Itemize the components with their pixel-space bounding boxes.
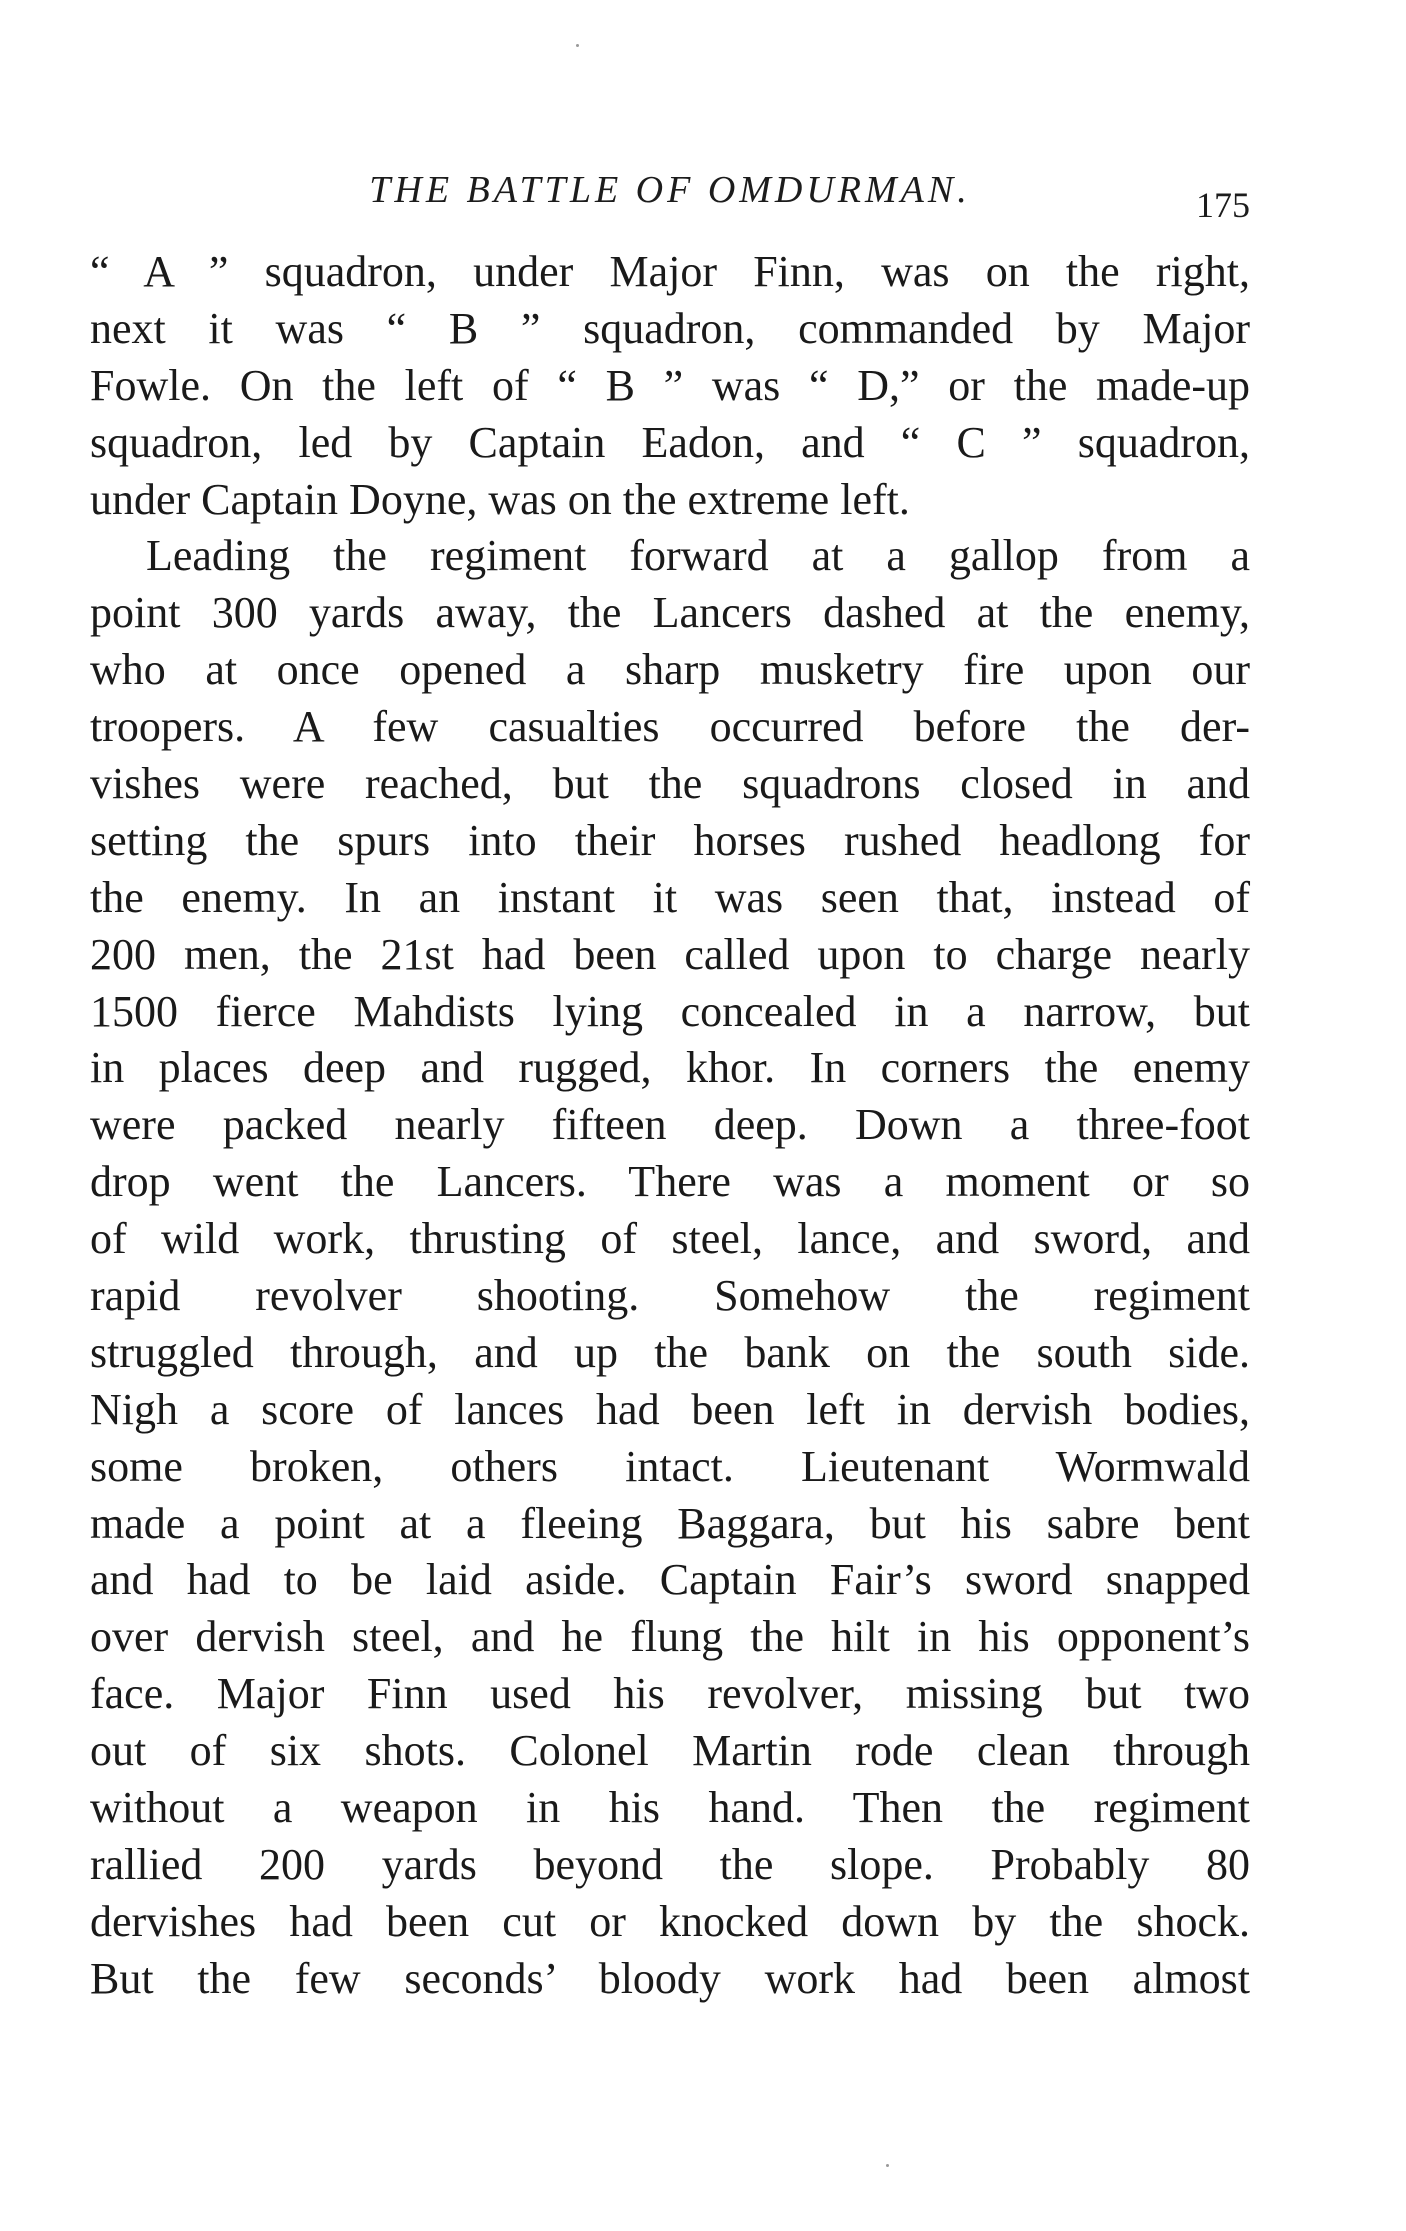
paper-speck [576, 44, 579, 47]
text-line: Nigh a score of lances had been left in dervish bodies, [90, 1384, 1250, 1434]
text-line: point 300 yards away, the Lancers dashed at the enemy, [90, 588, 1250, 638]
paper-speck [886, 2164, 889, 2167]
page-number: 175 [1196, 185, 1250, 225]
page-header [90, 168, 1250, 228]
text-line: squadron, led by Captain Eadon, and “ C ” squadron, [90, 417, 1250, 467]
text-line: struggled through, and up the bank on the south side. [90, 1327, 1250, 1377]
text-line: drop went the Lancers. There was a moment or so [90, 1157, 1250, 1207]
text-line: of wild work, thrusting of steel, lance, and sword, and [90, 1214, 1250, 1264]
text-line: under Captain Doyne, was on the extreme left. [90, 474, 910, 524]
text-line: 1500 fierce Mahdists lying concealed in a narrow, but [90, 986, 1250, 1036]
text-line: the enemy. In an instant it was seen that, instead of [90, 872, 1250, 922]
text-line: setting the spurs into their horses rushed headlong for [90, 815, 1250, 865]
text-line: “ A ” squadron, under Major Finn, was on the right, [90, 247, 1250, 296]
text-line: rallied 200 yards beyond the slope. Probably 80 [90, 1839, 1250, 1889]
text-line: Fowle. On the left of “ B ” was “ D,” or the made-up [90, 360, 1250, 410]
text-line: were packed nearly fifteen deep. Down a three-foot [90, 1100, 1250, 1150]
text-line: without a weapon in his hand. Then the regiment [90, 1783, 1250, 1833]
text-line: and had to be laid aside. Captain Fair’s sword snapped [90, 1555, 1250, 1605]
text-line: in places deep and rugged, khor. In corners the enemy [90, 1043, 1250, 1093]
text-line: But the few seconds’ bloody work had been almost [90, 1953, 1250, 2003]
running-title: THE BATTLE OF OMDURMAN. [369, 169, 971, 211]
text-line: over dervish steel, and he flung the hilt in his opponent’s [90, 1612, 1250, 1662]
text-line: who at once opened a sharp musketry fire upon our [90, 645, 1250, 695]
text-line: face. Major Finn used his revolver, missing but two [90, 1669, 1250, 1719]
text-line: some broken, others intact. Lieutenant Wormwald [90, 1441, 1250, 1491]
text-line: rapid revolver shooting. Somehow the regiment [90, 1271, 1250, 1321]
text-line: out of six shots. Colonel Martin rode clean through [90, 1726, 1250, 1776]
text-line: vishes were reached, but the squadrons closed in and [90, 759, 1250, 809]
text-line: 200 men, the 21st had been called upon to charge nearly [90, 929, 1250, 979]
text-line: next it was “ B ” squadron, commanded by Major [90, 303, 1250, 353]
paragraph-first-line: Leading the regiment forward at a gallop from a [146, 531, 1250, 581]
text-line: made a point at a fleeing Baggara, but his sabre bent [90, 1498, 1250, 1548]
body-text [90, 244, 1250, 2008]
text-line: troopers. A few casualties occurred before the der- [90, 702, 1250, 752]
text-line: dervishes had been cut or knocked down by the shock. [90, 1896, 1250, 1946]
